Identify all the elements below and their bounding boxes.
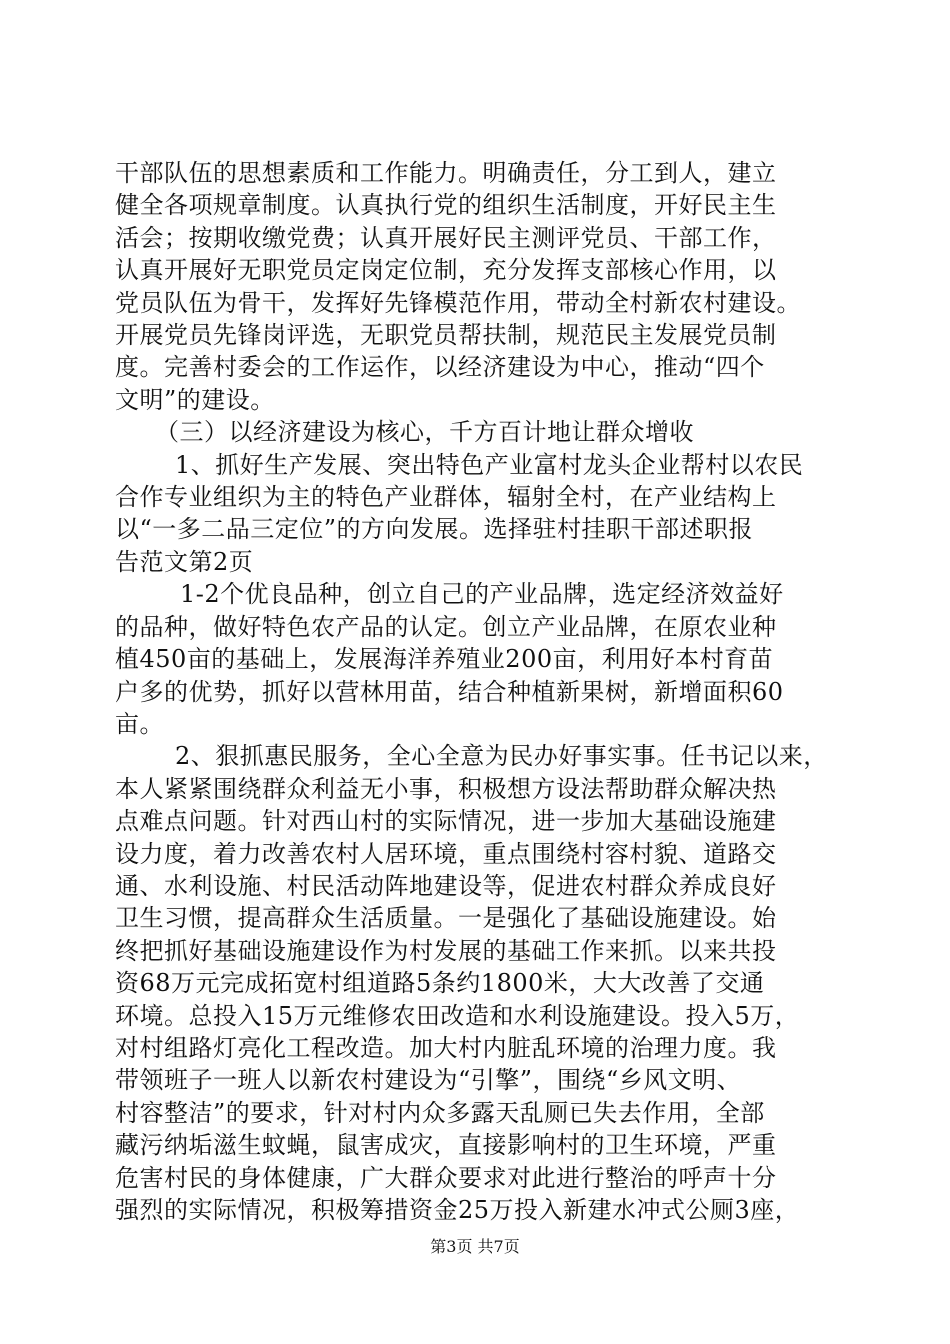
text-line: 强烈的实际情况，积极筹措资金25万投入新建水冲式公厕3座， (115, 1196, 800, 1224)
text-line: 亩。 (115, 709, 164, 738)
text-line: 认真开展好无职党员定岗定位制，充分发挥支部核心作用，以 (115, 256, 777, 285)
text-line: 告范文第2页 (115, 547, 254, 576)
text-line: 植450亩的基础上，发展海洋养殖业200亩，利用好本村育苗 (115, 645, 774, 674)
text-line: 危害村民的身体健康，广大群众要求对此进行整治的呼声十分 (115, 1163, 777, 1192)
page-footer (0, 1234, 950, 1257)
section-heading: （三）以经济建设为核心，千方百计地让群众增收 (155, 418, 694, 447)
text-line: 度。完善村委会的工作运作，以经济建设为中心，推动“四个 (115, 353, 765, 382)
document-body (115, 157, 850, 1226)
text-line: 1-2个优良品种，创立自己的产业品牌，选定经济效益好 (180, 580, 784, 609)
text-line: 党员队伍为骨干，发挥好先锋模范作用，带动全村新农村建设。 (115, 288, 801, 317)
text-line: 2、狠抓惠民服务，全心全意为民办好事实事。任书记以来， (175, 742, 828, 771)
text-line: 文明”的建设。 (115, 385, 275, 414)
text-line: 卫生习惯，提高群众生活质量。一是强化了基础设施建设。始 (115, 904, 777, 933)
text-line: 通、水利设施、村民活动阵地建设等，促进农村群众养成良好 (115, 871, 777, 900)
text-line: 终把抓好基础设施建设作为村发展的基础工作来抓。以来共投 (115, 936, 777, 965)
text-line: 村容整洁”的要求，针对村内众多露天乱厕已失去作用，全部 (115, 1098, 765, 1127)
text-line: 1、抓好生产发展、突出特色产业富村龙头企业帮村以农民 (175, 450, 804, 479)
text-line: 藏污纳垢滋生蚊蝇，鼠害成灾，直接影响村的卫生环境，严重 (115, 1131, 777, 1160)
page-number: 第3页 共7页 (430, 1237, 520, 1256)
text-line: 干部队伍的思想素质和工作能力。明确责任，分工到人，建立 (115, 159, 777, 187)
text-line: 以“一多二品三定位”的方向发展。选择驻村挂职干部述职报 (115, 515, 754, 544)
text-line: 环境。总投入15万元维修农田改造和水利设施建设。投入5万， (115, 1001, 800, 1030)
text-line: 资68万元完成拓宽村组道路5条约1800米，大大改善了交通 (115, 969, 765, 998)
text-line: 带领班子一班人以新农村建设为“引擎”，围绕“乡风文明、 (115, 1066, 742, 1095)
text-line: 点难点问题。针对西山村的实际情况，进一步加大基础设施建 (115, 807, 777, 836)
text-line: 活会；按期收缴党费；认真开展好民主测评党员、干部工作， (115, 223, 777, 252)
text-line: 对村组路灯亮化工程改造。加大村内脏乱环境的治理力度。我 (115, 1033, 777, 1062)
text-line: 健全各项规章制度。认真执行党的组织生活制度，开好民主生 (115, 191, 777, 220)
text-line: 设力度，着力改善农村人居环境，重点围绕村容村貌、道路交 (115, 839, 777, 868)
text-line: 本人紧紧围绕群众利益无小事，积极想方设法帮助群众解决热 (115, 774, 777, 803)
text-line: 开展党员先锋岗评选，无职党员帮扶制，规范民主发展党员制 (115, 321, 777, 350)
text-line: 户多的优势，抓好以营林用苗，结合种植新果树，新增面积60 (115, 677, 784, 706)
text-line: 的品种，做好特色农产品的认定。创立产业品牌，在原农业种 (115, 612, 777, 641)
text-line: 合作专业组织为主的特色产业群体，辐射全村，在产业结构上 (115, 483, 777, 512)
